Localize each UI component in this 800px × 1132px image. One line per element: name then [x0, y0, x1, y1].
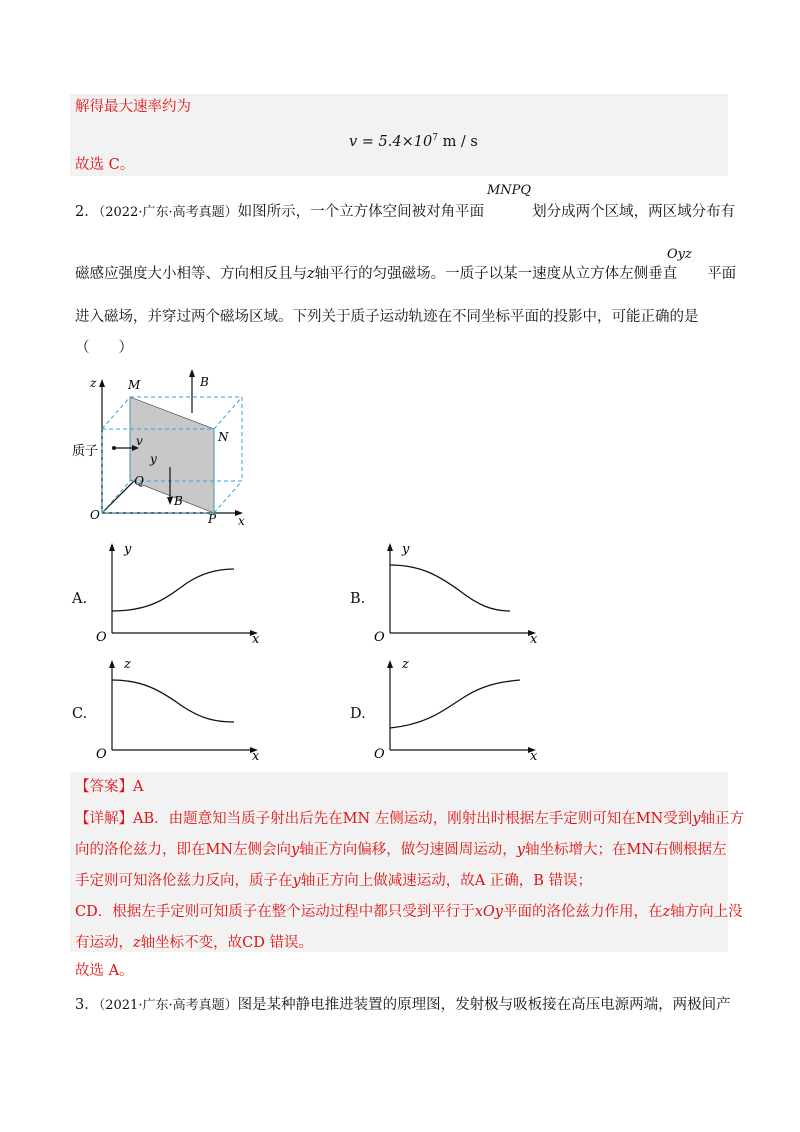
formula-unit: m / s — [442, 133, 478, 150]
fig-q-label: Q — [134, 474, 144, 488]
solution-conclusion: 故选 C。 — [75, 157, 135, 173]
q3-source: （2021·广东·高考真题） — [98, 998, 238, 1013]
option-a-xaxis: x — [252, 632, 260, 645]
option-c-graph — [92, 652, 272, 762]
option-a-graph — [92, 535, 272, 645]
detail-4a: CD．根据左手定则可知质子在整个运动过程中都只受到平行于 — [75, 904, 475, 920]
detail-2-y: y — [291, 842, 300, 858]
detail-1b: 轴正方 — [700, 811, 745, 827]
fig-m-label: M — [128, 378, 141, 392]
answer-conclusion: 故选 A。 — [75, 963, 134, 979]
answer-line — [75, 777, 143, 797]
option-a-origin: O — [96, 630, 107, 645]
option-d-letter: D. — [350, 706, 366, 722]
answer-block — [70, 772, 728, 952]
fig-v-label: v — [136, 434, 143, 448]
detail-5a: 有运动， — [75, 935, 133, 951]
fig-b-bottom-label: B — [174, 494, 183, 508]
q2-source: （2022·广东·高考真题） — [98, 205, 238, 220]
solution-intro: 解得最大速率约为 — [75, 99, 191, 115]
q2-line-1 — [75, 202, 735, 223]
fig-p-label: P — [208, 512, 217, 526]
plane-label-oyz: Oyz — [667, 247, 692, 262]
option-c-xaxis: x — [252, 749, 260, 762]
detail-3-y: y — [292, 873, 301, 889]
option-c-axis: z — [124, 657, 131, 672]
q2-text-2c: 平面 — [707, 266, 737, 282]
fig-z-label: z — [90, 376, 97, 390]
q3-number: 3． — [75, 997, 99, 1013]
option-b-letter: B. — [350, 591, 366, 607]
q2-axis-z: z — [307, 266, 315, 282]
option-b-xaxis: x — [530, 632, 538, 645]
fig-y-label: y — [150, 452, 157, 466]
detail-1-y: y — [692, 811, 701, 827]
detail-4b: 平面的洛伦兹力作用，在 — [502, 904, 663, 920]
q2-text-1a: 如图所示，一个立方体空间被对角平面 — [237, 204, 485, 220]
detail-4-z: z — [662, 904, 671, 920]
option-d-graph — [370, 652, 550, 762]
option-d[interactable] — [350, 652, 550, 762]
option-c[interactable] — [72, 652, 272, 762]
detail-5-z: z — [133, 935, 141, 951]
plane-label-mnpq: MNPQ — [487, 183, 532, 198]
q3-text: 图是某种静电推进装置的原理图，发射极与吸板接在高压电源两端，两极间产 — [237, 997, 731, 1013]
q3-line-1 — [75, 995, 731, 1016]
detail-line-4 — [75, 902, 743, 922]
detail-2c: 轴坐标增大；在MN右侧根据左 — [524, 842, 727, 858]
q2-line-3: 进入磁场，并穿过两个磁场区域。下列关于质子运动轨迹在不同坐标平面的投影中，可能正确的是 — [75, 309, 699, 325]
option-a-letter: A. — [72, 591, 88, 607]
option-b[interactable] — [350, 535, 550, 645]
q2-number: 2． — [75, 204, 99, 220]
detail-line-3 — [75, 871, 592, 891]
q2-text-1b: 划分成两个区域，两区域分布有 — [532, 204, 736, 220]
detail-2a: 向的洛伦兹力，即在MN左侧会向 — [75, 842, 292, 858]
detail-5b: 轴坐标不变，故CD 错误。 — [140, 935, 313, 951]
detail-line-1 — [75, 809, 744, 829]
fig-o-label: O — [90, 508, 100, 522]
detail-3b: 轴正方向上做减速运动，故A 正确，B 错误； — [300, 873, 593, 889]
fig-n-label: N — [218, 430, 229, 444]
detail-1a: AB．由题意知当质子射出后先在MN 左侧运动，刚射出时根据左手定则可知在MN受到 — [133, 811, 693, 827]
solution-formula — [349, 128, 478, 152]
detail-label: 【详解】 — [75, 811, 133, 827]
option-b-origin: O — [374, 630, 385, 645]
answer-label: 【答案】 — [75, 779, 133, 795]
option-b-axis: y — [402, 542, 410, 557]
option-a-axis: y — [124, 542, 132, 557]
formula-exponent: 7 — [432, 133, 438, 143]
detail-4c: 轴方向上没 — [670, 904, 743, 920]
detail-line-5 — [75, 933, 313, 953]
option-a[interactable] — [72, 535, 272, 645]
fig-particle-label: 质子 — [72, 444, 99, 459]
formula-body: v = 5.4×10 — [349, 133, 433, 150]
q2-blank: （ ） — [75, 340, 133, 356]
answer-value: A — [133, 779, 144, 795]
option-b-graph — [370, 535, 550, 645]
detail-line-2 — [75, 840, 727, 860]
option-d-axis: z — [402, 657, 409, 672]
detail-4-plane: xOy — [474, 904, 503, 920]
fig-x-label: x — [238, 514, 245, 528]
q2-line-2 — [75, 264, 736, 284]
fig-b-top-label: B — [200, 375, 209, 389]
option-c-origin: O — [96, 747, 107, 762]
detail-3a: 手定则可知洛伦兹力反向，质子在 — [75, 873, 293, 889]
option-c-letter: C. — [72, 706, 88, 722]
cube-figure — [72, 365, 252, 530]
detail-2-y2: y — [516, 842, 525, 858]
option-d-xaxis: x — [530, 749, 538, 762]
option-d-origin: O — [374, 747, 385, 762]
detail-2b: 轴正方向偏移，做匀速圆周运动， — [299, 842, 517, 858]
q2-text-2b: 轴平行的匀强磁场。一质子以某一速度从立方体左侧垂直 — [314, 266, 678, 282]
q2-text-2a: 磁感应强度大小相等、方向相反且与 — [75, 266, 307, 282]
